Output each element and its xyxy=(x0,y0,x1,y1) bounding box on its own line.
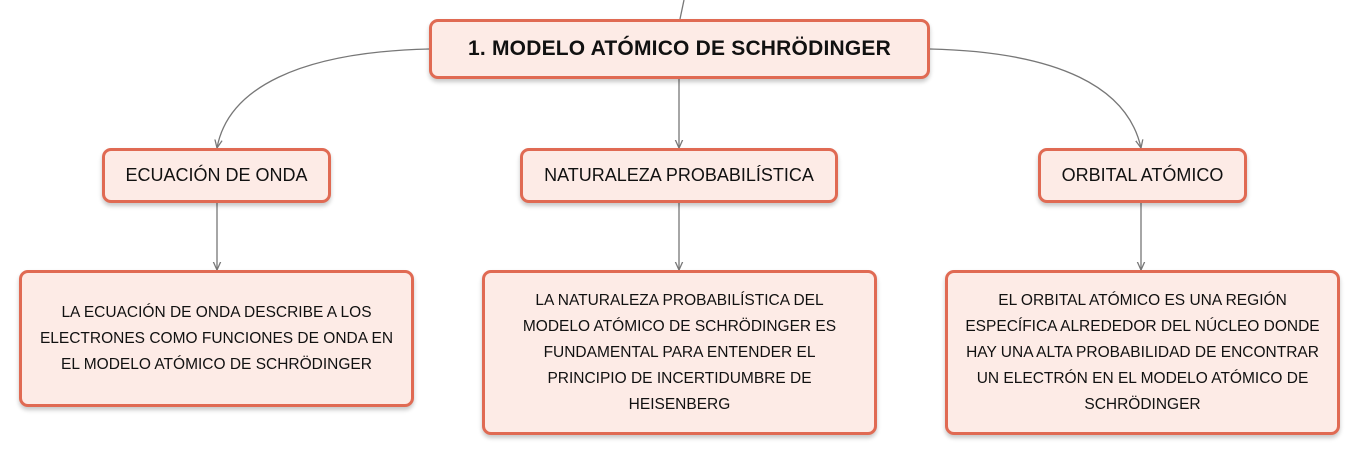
branch-node-orbital-atomico[interactable] xyxy=(1038,148,1247,203)
detail-text: EL ORBITAL ATÓMICO ES UNA REGIÓN ESPECÍFICA ALREDEDOR DEL NÚCLEO DONDE HAY UNA ALTA PROBABILIDAD DE ENCONTRAR UN ELECTRÓN EN EL MODELO ATÓMICO DE SCHRÖDINGER xyxy=(965,291,1320,413)
branch-label: NATURALEZA PROBABILÍSTICA xyxy=(544,165,814,185)
branch-label: ECUACIÓN DE ONDA xyxy=(125,165,308,185)
detail-text: LA ECUACIÓN DE ONDA DESCRIBE A LOS ELECTRONES COMO FUNCIONES DE ONDA EN EL MODELO ATÓMICO DE SCHRÖDINGER xyxy=(39,303,394,373)
detail-node-orbital-atomico[interactable] xyxy=(945,270,1340,435)
connector-root-orbital xyxy=(930,49,1141,148)
branch-node-ecuacion-de-onda[interactable] xyxy=(102,148,331,203)
detail-node-ecuacion-de-onda[interactable] xyxy=(19,270,414,407)
detail-node-naturaleza-probabilistica[interactable] xyxy=(482,270,877,435)
root-node[interactable] xyxy=(429,19,930,79)
detail-text: LA NATURALEZA PROBABILÍSTICA DEL MODELO ATÓMICO DE SCHRÖDINGER ES FUNDAMENTAL PARA ENTENDER EL PRINCIPIO DE INCERTIDUMBRE DE HEISENBERG xyxy=(522,291,837,413)
branch-node-naturaleza-probabilistica[interactable] xyxy=(520,148,838,203)
connector-parent-root xyxy=(680,0,684,19)
root-title: 1. MODELO ATÓMICO DE SCHRÖDINGER xyxy=(468,37,891,60)
branch-label: ORBITAL ATÓMICO xyxy=(1061,165,1224,185)
connector-root-ecuacion xyxy=(217,49,429,148)
